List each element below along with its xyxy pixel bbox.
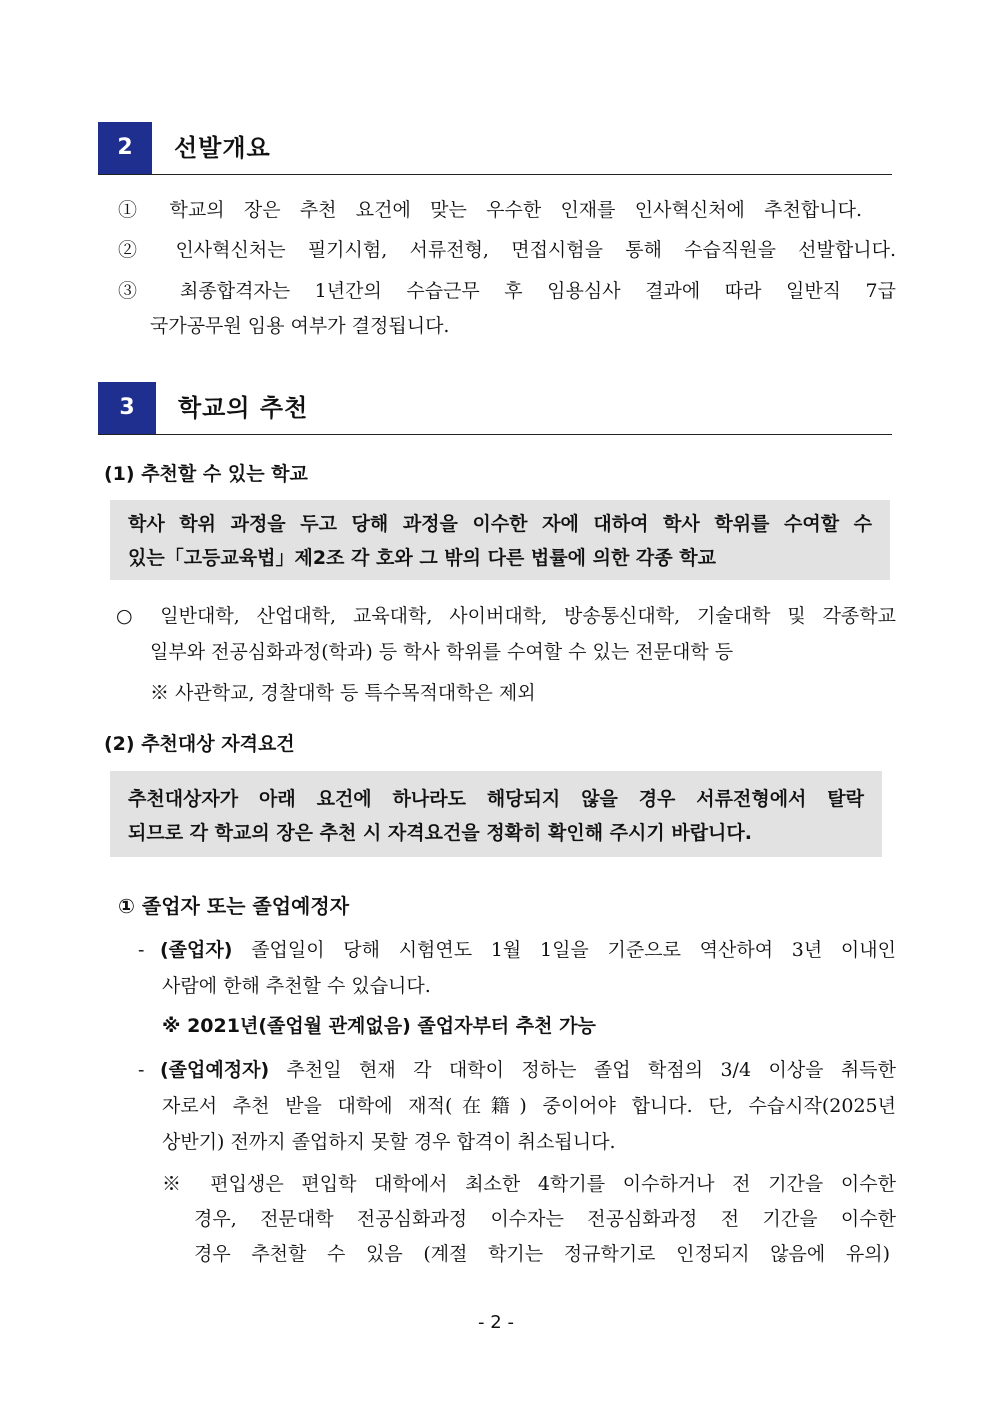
- expected-text: 추천일 현재 각 대학이 정하는 졸업 학점의 3/4 이상을 취득한: [269, 1059, 896, 1081]
- transfer-note-3: 경우 추천할 수 있음 (계절 학기는 정규학기로 인정되지 않음에 유의): [194, 1243, 890, 1265]
- expected-line-2: 자로서 추천 받을 대학에 재적(在籍) 중이어야 합니다. 단, 수습시작(2025년: [162, 1095, 896, 1117]
- graduate-label: (졸업자): [160, 939, 233, 961]
- expected-line-3: 상반기) 전까지 졸업하지 못할 경우 합격이 취소됩니다.: [162, 1131, 616, 1153]
- requirement-item-heading: ① 졸업자 또는 졸업예정자: [118, 894, 350, 918]
- graduate-note: ※ 2021년(졸업월 관계없음) 졸업자부터 추천 가능: [162, 1015, 596, 1037]
- school-types-line: ○ 일반대학, 산업대학, 교육대학, 사이버대학, 방송통신대학, 기술대학 및 각종학교: [116, 605, 896, 627]
- section-title: 선발개요: [174, 134, 271, 162]
- graduate-text: 졸업일이 당해 시험연도 1월 1일을 기준으로 역산하여 3년 이내인: [232, 939, 896, 961]
- graduate-line-1: [160, 938, 896, 962]
- school-types-line-cont: 일부와 전공심화과정(학과) 등 학사 학위를 수여할 수 있는 전문대학 등: [150, 641, 734, 663]
- overview-item-2: ② 인사혁신처는 필기시험, 서류전형, 면접시험을 통해 수습직원을 선발합니다.: [118, 239, 896, 261]
- dash-mark: -: [138, 939, 145, 961]
- section-number: 3: [98, 382, 156, 434]
- section-2-header: [98, 122, 892, 175]
- box-line: 되므로 각 학교의 장은 추천 시 자격요건을 정확히 확인해 주시기 바랍니다.: [128, 822, 752, 844]
- overview-item-1: ① 학교의 장은 추천 요건에 맞는 우수한 인재를 인사혁신처에 추천합니다.: [118, 199, 862, 221]
- overview-item-3-cont: 국가공무원 임용 여부가 결정됩니다.: [150, 315, 450, 337]
- box-line: 학사 학위 과정을 두고 당해 과정을 이수한 자에 대하여 학사 학위를 수여할 수: [128, 513, 872, 535]
- transfer-note-1: ※ 편입생은 편입학 대학에서 최소한 4학기를 이수하거나 전 기간을 이수한: [162, 1173, 896, 1195]
- expected-label: (졸업예정자): [160, 1059, 270, 1081]
- section-number: 2: [98, 122, 152, 174]
- subsection-heading: (1) 추천할 수 있는 학교: [104, 463, 308, 485]
- graduate-line-2: 사람에 한해 추천할 수 있습니다.: [162, 975, 431, 997]
- section-3-header: [98, 382, 892, 435]
- box-line: 추천대상자가 아래 요건에 하나라도 해당되지 않을 경우 서류전형에서 탈락: [128, 788, 864, 810]
- exclusion-note: ※ 사관학교, 경찰대학 등 특수목적대학은 제외: [150, 682, 536, 704]
- transfer-note-2: 경우, 전문대학 전공심화과정 이수자는 전공심화과정 전 기간을 이수한: [194, 1208, 896, 1230]
- expected-line-1: [160, 1058, 896, 1082]
- requirement-box: [110, 771, 882, 857]
- page-number: - 2 -: [478, 1312, 514, 1333]
- overview-item-3: ③ 최종합격자는 1년간의 수습근무 후 임용심사 결과에 따라 일반직 7급: [118, 280, 896, 302]
- box-line: 있는「고등교육법」제2조 각 호와 그 밖의 다른 법률에 의한 각종 학교: [128, 547, 716, 569]
- subsection-heading: (2) 추천대상 자격요건: [104, 733, 295, 755]
- dash-mark: -: [138, 1059, 145, 1081]
- section-title: 학교의 추천: [178, 394, 309, 422]
- definition-box: [110, 500, 890, 580]
